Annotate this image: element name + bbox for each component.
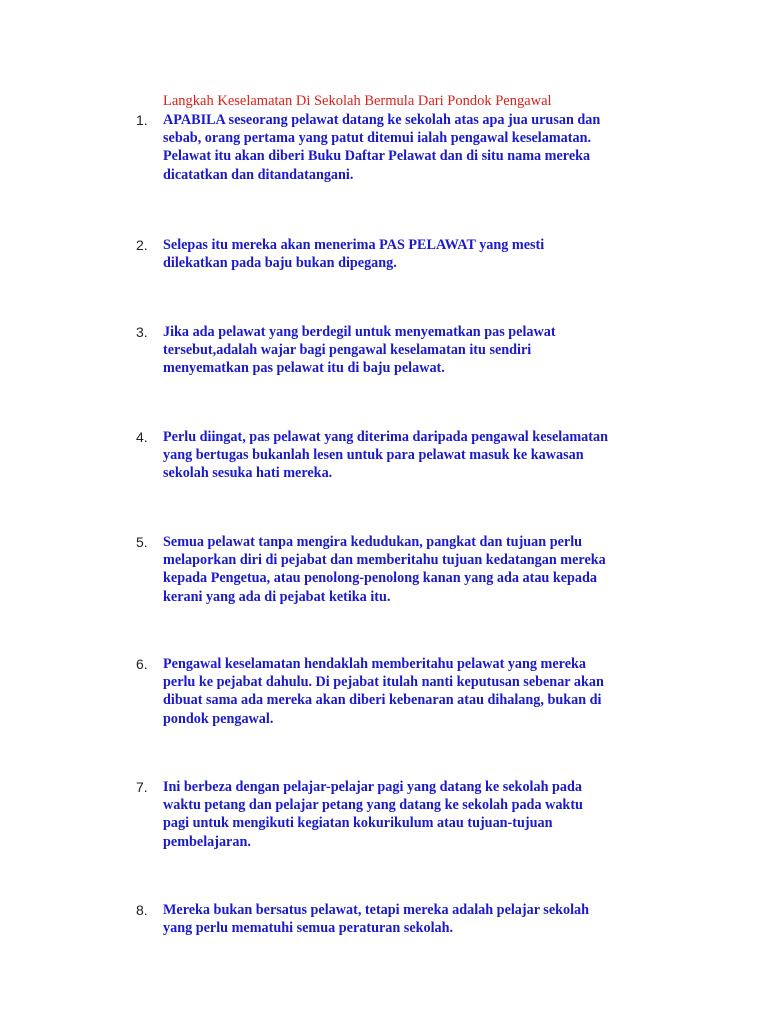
list-item-text	[163, 778, 663, 851]
list-item-number: 5.	[136, 534, 148, 550]
list-item-text	[163, 901, 663, 937]
text-line: sekolah sesuka hati mereka.	[163, 465, 333, 482]
list-item-number: 6.	[136, 656, 148, 672]
list-item-number: 4.	[136, 429, 148, 445]
list-item-text	[163, 428, 663, 483]
list-item-number: 2.	[136, 237, 148, 253]
text-line: kepada Pengetua, atau penolong-penolong kanan yang ada atau kepada	[163, 570, 598, 587]
text-line: kerani yang ada di pejabat ketika itu.	[163, 588, 391, 605]
text-line: Jika ada pelawat yang berdegil untuk menyematkan pas pelawat	[163, 324, 556, 340]
text-line: Selepas itu mereka akan menerima PAS PELAWAT yang mesti	[163, 237, 545, 253]
text-line: Ini berbeza dengan pelajar-pelajar pagi yang datang ke sekolah pada	[163, 779, 582, 795]
list-item-number: 7.	[136, 779, 148, 795]
text-line: dibuat sama ada mereka akan diberi kebenaran atau dihalang, bukan di	[163, 692, 602, 709]
text-line: menyematkan pas pelawat itu di baju pelawat.	[163, 360, 445, 377]
text-line: perlu ke pejabat dahulu. Di pejabat itulah nanti keputusan sebenar akan	[163, 674, 604, 691]
text-line: dilekatkan pada baju bukan dipegang.	[163, 255, 397, 272]
text-line: yang perlu mematuhi semua peraturan sekolah.	[163, 920, 454, 937]
list-item-text	[163, 323, 663, 378]
text-line: waktu petang dan pelajar petang yang datang ke sekolah pada waktu	[163, 797, 583, 814]
list-item-text	[163, 655, 663, 728]
document-title: Langkah Keselamatan Di Sekolah Bermula Dari Pondok Pengawal	[163, 93, 552, 109]
list-item-number: 8.	[136, 902, 148, 918]
text-line: Perlu diingat, pas pelawat yang diterima daripada pengawal keselamatan	[163, 429, 608, 445]
text-line: APABILA seseorang pelawat datang ke sekolah atas apa jua urusan dan	[163, 112, 601, 128]
text-line: dicatatkan dan ditandatangani.	[163, 166, 354, 183]
text-line: pembelajaran.	[163, 833, 251, 850]
text-line: yang bertugas bukanlah lesen untuk para pelawat masuk ke kawasan	[163, 447, 584, 464]
text-line: sebab, orang pertama yang patut ditemui ialah pengawal keselamatan.	[163, 130, 592, 147]
text-line: Pengawal keselamatan hendaklah memberitahu pelawat yang mereka	[163, 656, 586, 672]
list-item-text	[163, 533, 663, 606]
text-line: pondok pengawal.	[163, 710, 274, 727]
text-line: Semua pelawat tanpa mengira kedudukan, pangkat dan tujuan perlu	[163, 534, 583, 550]
list-item-text	[163, 111, 663, 184]
list-item-text	[163, 236, 663, 272]
text-line: Mereka bukan bersatus pelawat, tetapi mereka adalah pelajar sekolah	[163, 902, 590, 918]
text-line: pagi untuk mengikuti kegiatan kokurikulum atau tujuan-tujuan	[163, 815, 553, 832]
text-line: tersebut,adalah wajar bagi pengawal keselamatan itu sendiri	[163, 342, 532, 359]
text-line: Pelawat itu akan diberi Buku Daftar Pelawat dan di situ nama mereka	[163, 148, 591, 165]
list-item-number: 3.	[136, 324, 148, 340]
list-item-number: 1.	[136, 112, 148, 128]
text-line: melaporkan diri di pejabat dan memberitahu tujuan kedatangan mereka	[163, 552, 606, 569]
